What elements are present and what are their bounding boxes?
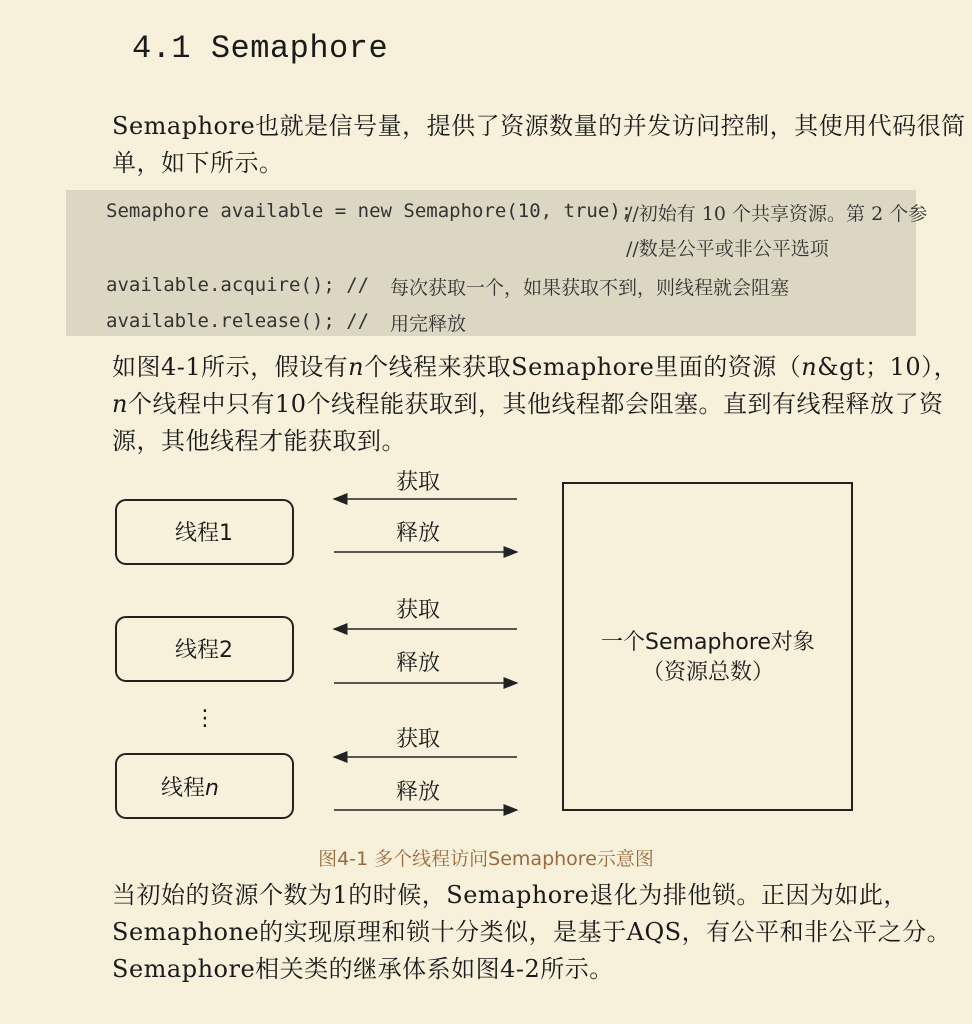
section-heading: 4.1 Semaphore <box>132 30 389 67</box>
release-label-2: 释放 <box>395 651 441 676</box>
figure-intro-paragraph: 如图4-1所示，假设有n个线程来获取Semaphore里面的资源（n&gt；10），n个线程中只有10个线程能获取到，其他线程都会阻塞。直到有线程释放了资源，其他线程才能获取到。 <box>112 353 959 455</box>
code-line-4: available.release(); // <box>106 310 370 332</box>
thread-n-label: 线程n <box>161 776 219 801</box>
ellipsis-dots: ⋮ <box>194 706 216 731</box>
code-comment-1: //初始有 10 个共享资源。第 2 个参 <box>626 203 928 225</box>
object-label-line2: （资源总数） <box>641 660 775 685</box>
object-label-line1: 一个Semaphore对象 <box>601 630 815 655</box>
acquire-label-1: 获取 <box>395 470 441 495</box>
figure-caption: 图4-1 多个线程访问Semaphore示意图 <box>318 848 654 870</box>
intro-paragraph: Semaphore也就是信号量，提供了资源数量的并发访问控制，其使用代码很简单，如下所示。 <box>112 112 966 177</box>
code-comment-3: 每次获取一个，如果获取不到，则线程就会阻塞 <box>390 277 790 299</box>
acquire-label-2: 获取 <box>395 598 441 623</box>
code-comment-2: //数是公平或非公平选项 <box>626 238 829 260</box>
code-line-1: Semaphore available = new Semaphore(10, true); <box>106 200 633 222</box>
code-comment-4: 用完释放 <box>390 313 467 335</box>
semaphore-diagram <box>0 460 972 840</box>
closing-paragraph: 当初始的资源个数为1的时候，Semaphore退化为排他锁。正因为如此，Semaphone的实现原理和锁十分类似，是基于AQS，有公平和非公平之分。Semaphore相关类的继承体系如图4-2所示。 <box>112 881 952 983</box>
code-block <box>66 190 928 336</box>
thread-1-label: 线程1 <box>175 521 233 546</box>
release-label-n: 释放 <box>395 780 441 805</box>
thread-2-label: 线程2 <box>175 638 233 663</box>
code-line-3: available.acquire(); // <box>106 274 370 296</box>
release-label-1: 释放 <box>395 521 441 546</box>
acquire-label-n: 获取 <box>395 727 441 752</box>
